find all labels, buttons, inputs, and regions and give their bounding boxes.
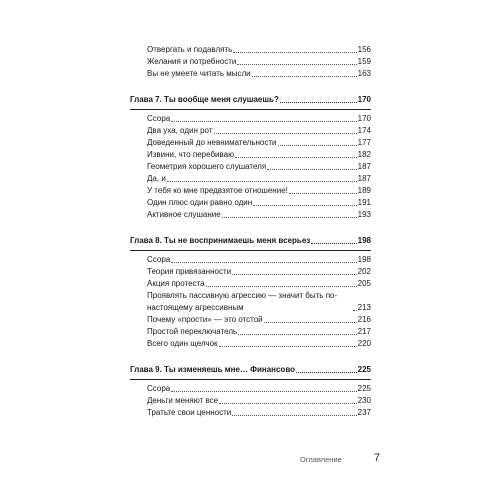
toc-entry	[130, 68, 371, 80]
table-of-contents	[130, 44, 371, 419]
toc-entry	[130, 266, 371, 278]
toc-entry	[130, 407, 371, 419]
dot-leader	[289, 193, 357, 194]
dot-leader	[311, 243, 356, 244]
dot-leader	[232, 274, 357, 275]
chapters	[130, 94, 371, 419]
dot-leader	[280, 102, 357, 103]
toc-entry-title: Желания и потребности	[147, 57, 237, 66]
toc-entry-page: 189	[357, 186, 371, 195]
toc-entry-page: 205	[357, 279, 371, 288]
toc-entry	[130, 149, 371, 161]
toc-entry-page: 230	[357, 396, 371, 405]
dot-leader	[232, 415, 356, 416]
dot-leader	[237, 64, 356, 65]
dot-leader	[235, 157, 357, 158]
chapter-page: 198	[357, 236, 371, 245]
toc-entry-page: 225	[357, 384, 371, 393]
chapter-title: Глава 8. Ты не воспринимаешь меня всерьез	[130, 236, 311, 245]
toc-entry	[130, 137, 371, 149]
toc-entry-page: 174	[357, 126, 371, 135]
toc-entry-title: Тратьте свои ценности	[147, 408, 232, 417]
chapter-title: Глава 7. Ты вообще меня слушаешь?	[130, 95, 279, 104]
toc-entry-title: Ссора	[147, 384, 171, 393]
toc-entry-title: Простой переключатель	[147, 327, 238, 336]
toc-entry-page: 193	[357, 210, 371, 219]
dot-leader	[233, 52, 356, 53]
toc-entry-page: 216	[357, 315, 371, 324]
toc-entry-page: 202	[357, 267, 371, 276]
footer-label: Оглавление	[300, 455, 342, 464]
toc-entry-page: 177	[357, 138, 371, 147]
toc-entry-page: 237	[357, 408, 371, 417]
toc-entry-title: Всего один щелчок	[147, 339, 218, 348]
toc-entry-page: 198	[357, 255, 371, 264]
toc-entry-title: Деньги меняют все	[147, 396, 219, 405]
toc-entry-page: 213	[357, 303, 371, 312]
toc-entry-title: Извини, что перебиваю	[147, 150, 235, 159]
toc-entry	[130, 338, 371, 350]
dot-leader	[171, 391, 356, 392]
chapter-title: Глава 9. Ты изменяешь мне… Финансово	[130, 365, 296, 374]
toc-entry	[130, 395, 371, 407]
toc-entry-title: Активное слушание	[147, 210, 221, 219]
toc-entry-title: Почему «прости» — это отстой	[147, 315, 263, 324]
toc-entry-page: 220	[357, 339, 371, 348]
intro-entries	[130, 44, 371, 80]
toc-entry	[130, 254, 371, 266]
toc-entry-title: Проявлять пассивную агрессию — значит быть по-настоящему агрессивным	[147, 291, 338, 312]
dot-leader	[206, 286, 357, 287]
chapter-heading	[130, 94, 371, 106]
toc-entry-title: Геометрия хорошего слушателя	[147, 162, 267, 171]
dot-leader	[278, 145, 357, 146]
toc-entry	[130, 161, 371, 173]
page-number: 7	[373, 452, 380, 464]
toc-entry-page: 159	[357, 57, 371, 66]
toc-entry	[130, 113, 371, 125]
chapter-rule	[130, 379, 371, 380]
toc-entry	[130, 44, 371, 56]
toc-entry-title: Вы не умеете читать мысли	[147, 69, 251, 78]
chapter-rule	[130, 250, 371, 251]
toc-entry	[130, 326, 371, 338]
toc-entry-title: Отвергать и подавлять	[147, 45, 233, 54]
toc-entry	[130, 290, 371, 314]
page-footer	[300, 450, 380, 464]
toc-entry	[130, 383, 371, 395]
toc-entry	[130, 209, 371, 221]
dot-leader	[219, 346, 357, 347]
toc-entry	[130, 314, 371, 326]
dot-leader	[214, 133, 357, 134]
toc-entry	[130, 125, 371, 137]
toc-entry	[130, 56, 371, 68]
dot-leader	[252, 76, 357, 77]
toc-entry-title: Доведенный до невнимательности	[147, 138, 277, 147]
toc-entry	[130, 185, 371, 197]
toc-entry	[130, 197, 371, 209]
dot-leader	[171, 121, 356, 122]
toc-entry-title: Один плюс один равно один	[147, 198, 253, 207]
toc-entry	[130, 278, 371, 290]
toc-entry-title: У тебя ко мне предвзятое отношение!	[147, 186, 288, 195]
toc-entry-page: 182	[357, 150, 371, 159]
toc-entry-page: 187	[357, 162, 371, 171]
chapter-page: 225	[357, 365, 371, 374]
toc-entry-page: 170	[357, 114, 371, 123]
toc-entry-page: 217	[357, 327, 371, 336]
dot-leader	[238, 334, 356, 335]
chapter-rule	[130, 109, 371, 110]
dot-leader	[296, 372, 357, 373]
chapter-page: 170	[357, 95, 371, 104]
dot-leader	[222, 217, 357, 218]
dot-leader	[267, 169, 356, 170]
toc-entry-page: 156	[357, 45, 371, 54]
chapter-heading	[130, 235, 371, 247]
dot-leader	[171, 262, 356, 263]
toc-entry-title: Акция протеста	[147, 279, 205, 288]
dot-leader	[253, 205, 356, 206]
toc-entry-page: 187	[357, 174, 371, 183]
dot-leader	[167, 181, 357, 182]
dot-leader	[264, 322, 357, 323]
dot-leader	[353, 310, 357, 311]
toc-entry-page: 163	[357, 69, 371, 78]
toc-entry-title: Теория привязанности	[147, 267, 232, 276]
toc-entry	[130, 173, 371, 185]
toc-entry-title: Да, и	[147, 174, 166, 183]
toc-entry-title: Ссора	[147, 255, 171, 264]
toc-entry-title: Ссора	[147, 114, 171, 123]
toc-entry-page: 191	[357, 198, 371, 207]
toc-entry-title: Два уха, один рот	[147, 126, 213, 135]
dot-leader	[219, 403, 357, 404]
chapter-heading	[130, 364, 371, 376]
